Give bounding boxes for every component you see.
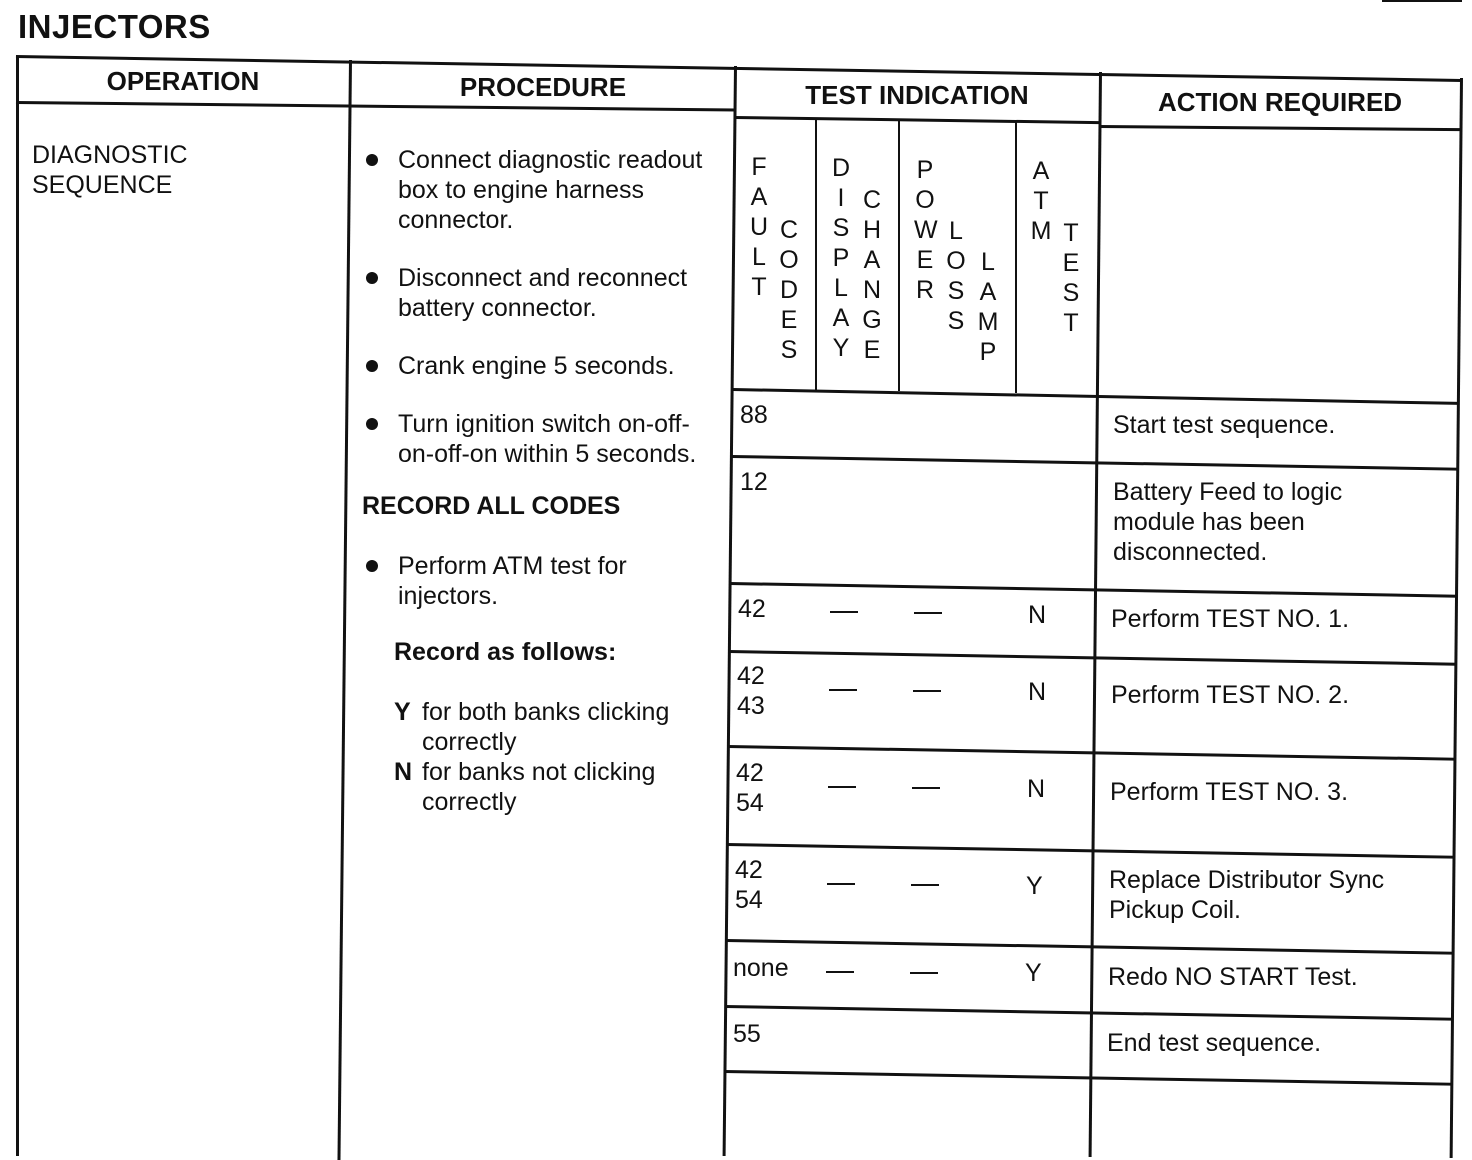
yn-legend xyxy=(362,697,722,817)
row-3-power-dash xyxy=(914,612,942,614)
subheader-loss: LOSS xyxy=(946,217,966,335)
subheader-lamp: LAMP xyxy=(977,248,999,366)
page-title: INJECTORS xyxy=(18,8,211,45)
procedure-column xyxy=(362,145,722,817)
row-6-codes: 42 54 xyxy=(735,856,763,914)
row-2-action: Battery Feed to logic module has been disconnected. xyxy=(1113,478,1343,566)
row-1-action: Start test sequence. xyxy=(1113,411,1336,439)
row-3-display-dash xyxy=(830,611,858,613)
row-8-action: End test sequence. xyxy=(1107,1029,1322,1057)
row-line-8 xyxy=(725,1005,1452,1021)
header-operation: OPERATION xyxy=(106,66,260,96)
col-line-left xyxy=(16,56,19,1156)
row-7-action: Redo NO START Test. xyxy=(1108,963,1358,991)
col-line-procedure xyxy=(723,66,737,1156)
row-3-action: Perform TEST NO. 1. xyxy=(1111,605,1350,633)
col-line-right xyxy=(1450,78,1463,1158)
col-line-test xyxy=(1089,72,1102,1157)
procedure-step-1: Connect diagnostic readout box to engine harness connector. xyxy=(362,145,722,235)
row-1-codes: 88 xyxy=(740,401,768,429)
row-4-codes: 42 43 xyxy=(737,662,765,720)
row-2-codes: 12 xyxy=(740,468,768,496)
row-5-power-dash xyxy=(912,787,940,789)
yn-legend-n xyxy=(394,757,722,817)
header-divider-test xyxy=(735,116,1099,124)
header-action-required: ACTION REQUIRED xyxy=(1157,87,1403,117)
row-4-atm: N xyxy=(1028,678,1047,706)
row-8-codes: 55 xyxy=(733,1020,761,1048)
header-procedure: PROCEDURE xyxy=(459,72,627,102)
corner-mark xyxy=(1382,0,1462,2)
row-7-display-dash xyxy=(826,971,854,973)
row-6-atm: Y xyxy=(1026,872,1043,900)
yn-key-y: Y xyxy=(394,698,411,726)
subcol-line-3 xyxy=(1015,120,1017,393)
subheader-atm: ATM xyxy=(1030,157,1052,245)
row-5-codes: 42 54 xyxy=(736,759,764,817)
procedure-step-atm: Perform ATM test for injectors. xyxy=(362,551,722,611)
subheader-power: POWER xyxy=(914,156,938,304)
header-test-indication: TEST INDICATION xyxy=(805,80,1029,110)
procedure-step-4: Turn ignition switch on-off-on-off-on within 5 seconds. xyxy=(362,409,722,469)
row-6-action: Replace Distributor Sync Pickup Coil. xyxy=(1109,866,1385,924)
subheader-change: CHANGE xyxy=(862,186,882,364)
row-5-action: Perform TEST NO. 3. xyxy=(1110,778,1349,806)
record-as-follows: Record as follows: xyxy=(394,638,617,666)
subcol-line-1 xyxy=(815,118,817,390)
subcol-line-2 xyxy=(898,119,900,391)
yn-legend-y xyxy=(394,697,722,757)
row-3-atm: N xyxy=(1028,601,1047,629)
row-line-9 xyxy=(724,1070,1451,1086)
row-7-atm: Y xyxy=(1025,959,1042,987)
operation-text: DIAGNOSTIC SEQUENCE xyxy=(32,141,188,199)
row-4-power-dash xyxy=(913,690,941,692)
col-line-operation xyxy=(337,60,352,1160)
row-line-7 xyxy=(726,939,1453,955)
row-3-codes: 42 xyxy=(738,595,766,623)
procedure-step-3: Crank engine 5 seconds. xyxy=(362,351,722,381)
row-6-display-dash xyxy=(827,883,855,885)
procedure-step-2: Disconnect and reconnect battery connector. xyxy=(362,263,722,323)
yn-text-y: for both banks clicking correctly xyxy=(422,698,670,756)
yn-key-n: N xyxy=(394,758,413,786)
subheader-codes: CODES xyxy=(779,216,799,364)
row-5-atm: N xyxy=(1027,775,1046,803)
row-7-power-dash xyxy=(910,972,938,974)
row-line-6 xyxy=(727,843,1454,859)
subheader-fault: FAULT xyxy=(749,153,769,301)
subheader-test: TEST xyxy=(1062,219,1080,337)
row-6-power-dash xyxy=(911,884,939,886)
row-7-codes: none xyxy=(733,954,789,982)
row-5-display-dash xyxy=(828,786,856,788)
row-4-display-dash xyxy=(829,689,857,691)
yn-text-n: for banks not clicking correctly xyxy=(422,758,656,816)
header-divider-action xyxy=(1099,125,1461,131)
row-4-action: Perform TEST NO. 2. xyxy=(1111,681,1350,709)
record-all-codes: RECORD ALL CODES xyxy=(362,492,621,520)
subheader-display: DISPLAY xyxy=(831,154,851,362)
